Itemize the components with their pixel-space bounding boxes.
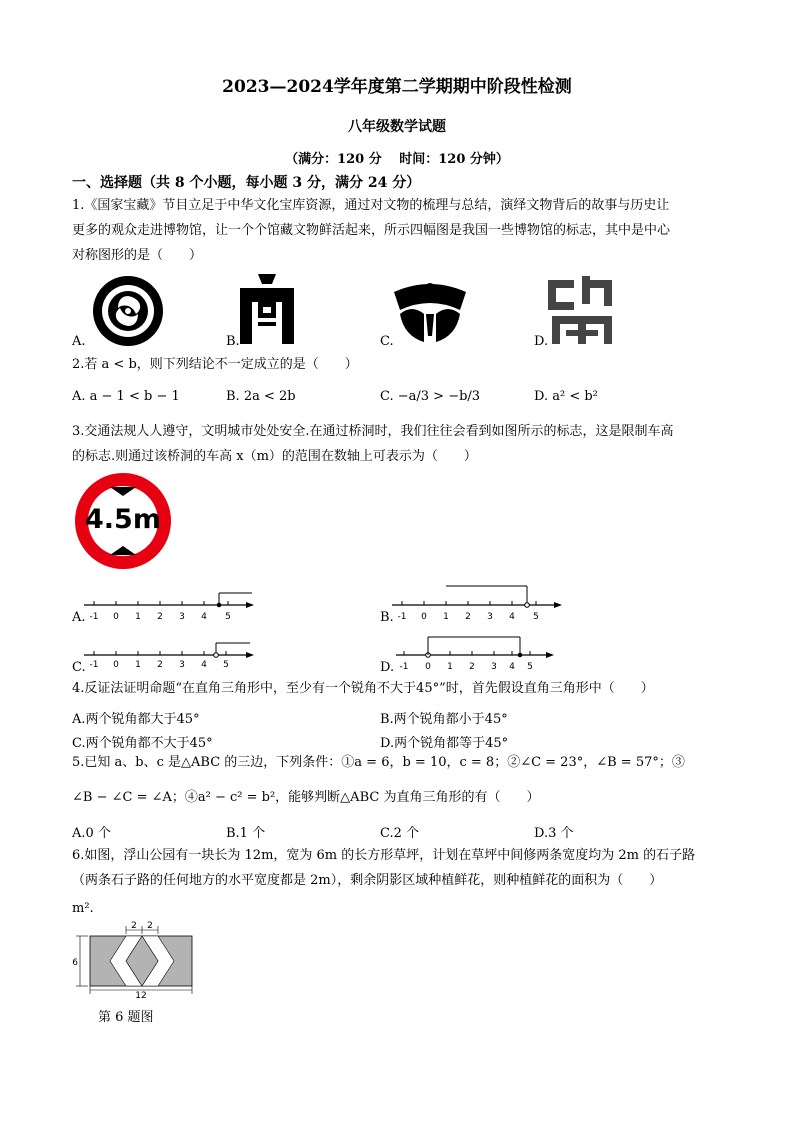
q2-option-a[interactable]: A. a − 1 < b − 1 (72, 389, 180, 404)
fig-gap-label: 2 (147, 921, 153, 931)
fig-width-label: 12 (135, 991, 147, 1001)
tick-label: 4 (509, 662, 515, 672)
q3-option-d[interactable]: D. (380, 660, 395, 675)
tick-label: 5 (225, 612, 231, 622)
tick-label: 0 (425, 662, 431, 672)
tick-label: -1 (399, 662, 409, 672)
q6-line3: m². (72, 901, 94, 916)
fig-height-label: 6 (72, 958, 78, 968)
q2-option-d[interactable]: D. a² < b² (534, 389, 598, 404)
exam-meta: （满分：120 分 时间：120 分钟） (285, 152, 509, 167)
q3-option-c[interactable]: C. (72, 660, 86, 675)
q4-stem: 4.反证法证明命题“在直角三角形中，至少有一个锐角不大于45°”时，首先假设直角三角形中（ ） (72, 681, 654, 696)
q1-option-a[interactable]: A. (72, 334, 86, 349)
tick-label: 3 (179, 612, 185, 622)
q4-option-d[interactable]: D.两个锐角都等于45° (380, 736, 509, 751)
logo-a-icon (88, 274, 168, 346)
tick-label: 5 (223, 660, 229, 670)
tick-label: 3 (179, 660, 185, 670)
q1-option-b[interactable]: B. (226, 334, 240, 349)
tick-label: 0 (113, 612, 119, 622)
tick-label: 4 (201, 612, 207, 622)
tick-label: 0 (421, 612, 427, 622)
q3-option-b[interactable]: B. (380, 610, 394, 625)
tick-label: 3 (491, 662, 497, 672)
tick-label: 5 (527, 662, 533, 672)
tick-label: 2 (465, 612, 471, 622)
q2-option-b[interactable]: B. 2a < 2b (226, 389, 296, 404)
q5-option-b[interactable]: B.1 个 (226, 826, 266, 841)
tick-label: 2 (157, 612, 163, 622)
tick-label: 1 (135, 660, 141, 670)
tick-label: 2 (157, 660, 163, 670)
tick-label: -1 (397, 612, 407, 622)
logo-c-icon (390, 274, 470, 346)
q6-figure (72, 918, 202, 1000)
tick-label: 1 (447, 662, 453, 672)
q3-option-a[interactable]: A. (72, 610, 86, 625)
q1-option-c[interactable]: C. (380, 334, 394, 349)
q5-option-c[interactable]: C.2 个 (380, 826, 420, 841)
tick-label: 4 (201, 660, 207, 670)
tick-label: 2 (469, 662, 475, 672)
q3-line2: 的标志.则通过该桥洞的车高 x（m）的范围在数轴上可表示为（ ） (72, 449, 477, 464)
q4-option-c[interactable]: C.两个锐角都不大于45° (72, 736, 213, 751)
tick-label: 0 (113, 660, 119, 670)
q6-line2: （两条石子路的任何地方的水平宽度都是 2m），剩余阴影区域种植鲜花，则种植鲜花的面积为（ ） (72, 873, 663, 888)
q5-line2: ∠B − ∠C = ∠A；④a² − c² = b²，能够判断△ABC 为直角三角形的有（ ） (72, 790, 540, 805)
q3-numberline-c (84, 640, 264, 674)
q5-option-a[interactable]: A.0 个 (72, 826, 111, 841)
q5-line1: 5.已知 a、b、c 是△ABC 的三边，下列条件：①a = 6，b = 10，c = 8；②∠C = 23°，∠B = 57°；③ (72, 755, 685, 770)
q1-line3: 对称图形的是（ ） (72, 248, 203, 263)
q4-option-a[interactable]: A.两个锐角都大于45° (72, 712, 200, 727)
tick-label: 1 (443, 612, 449, 622)
exam-subtitle: 八年级数学试题 (348, 119, 446, 135)
section-heading: 一、选择题（共 8 个小题，每小题 3 分，满分 24 分） (72, 175, 421, 191)
q6-line1: 6.如图，浮山公园有一块长为 12m，宽为 6m 的长方形草坪，计划在草坪中间修两条宽度均为 2m 的石子路 (72, 848, 696, 863)
tick-label: 5 (533, 612, 539, 622)
q3-numberline-b (392, 584, 572, 622)
q2-option-c[interactable]: C. −a/3 > −b/3 (380, 389, 481, 404)
fig-gap-label: 2 (131, 921, 137, 931)
q1-option-d[interactable]: D. (534, 334, 549, 349)
tick-label: 1 (135, 612, 141, 622)
q6-caption: 第 6 题图 (98, 1010, 154, 1025)
tick-label: 3 (487, 612, 493, 622)
q4-option-b[interactable]: B.两个锐角都小于45° (380, 712, 508, 727)
q5-option-d[interactable]: D.3 个 (534, 826, 574, 841)
q3-numberline-a (84, 588, 264, 622)
logo-b-icon (236, 272, 298, 346)
logo-d-icon (546, 274, 616, 346)
exam-title: 2023—2024学年度第二学期期中阶段性检测 (222, 77, 572, 97)
q3-line1: 3.交通法规人人遵守，文明城市处处安全.在通过桥洞时，我们往往会看到如图所示的标志，这是限制车高 (72, 424, 674, 439)
q2-stem: 2.若 a < b，则下列结论不一定成立的是（ ） (72, 357, 358, 372)
sign-text: 4.5m (85, 504, 161, 535)
q3-numberline-d (396, 634, 576, 672)
tick-label: -1 (89, 660, 99, 670)
tick-label: -1 (89, 612, 99, 622)
tick-label: 4 (509, 612, 515, 622)
height-limit-sign (74, 472, 172, 570)
q1-line1: 1.《国家宝藏》节目立足于中华文化宝库资源，通过对文物的梳理与总结，演绎文物背后的故事与历史让 (72, 198, 670, 213)
q1-line2: 更多的观众走进博物馆，让一个个馆藏文物鲜活起来，所示四幅图是我国一些博物馆的标志，其中是中心 (72, 223, 671, 238)
